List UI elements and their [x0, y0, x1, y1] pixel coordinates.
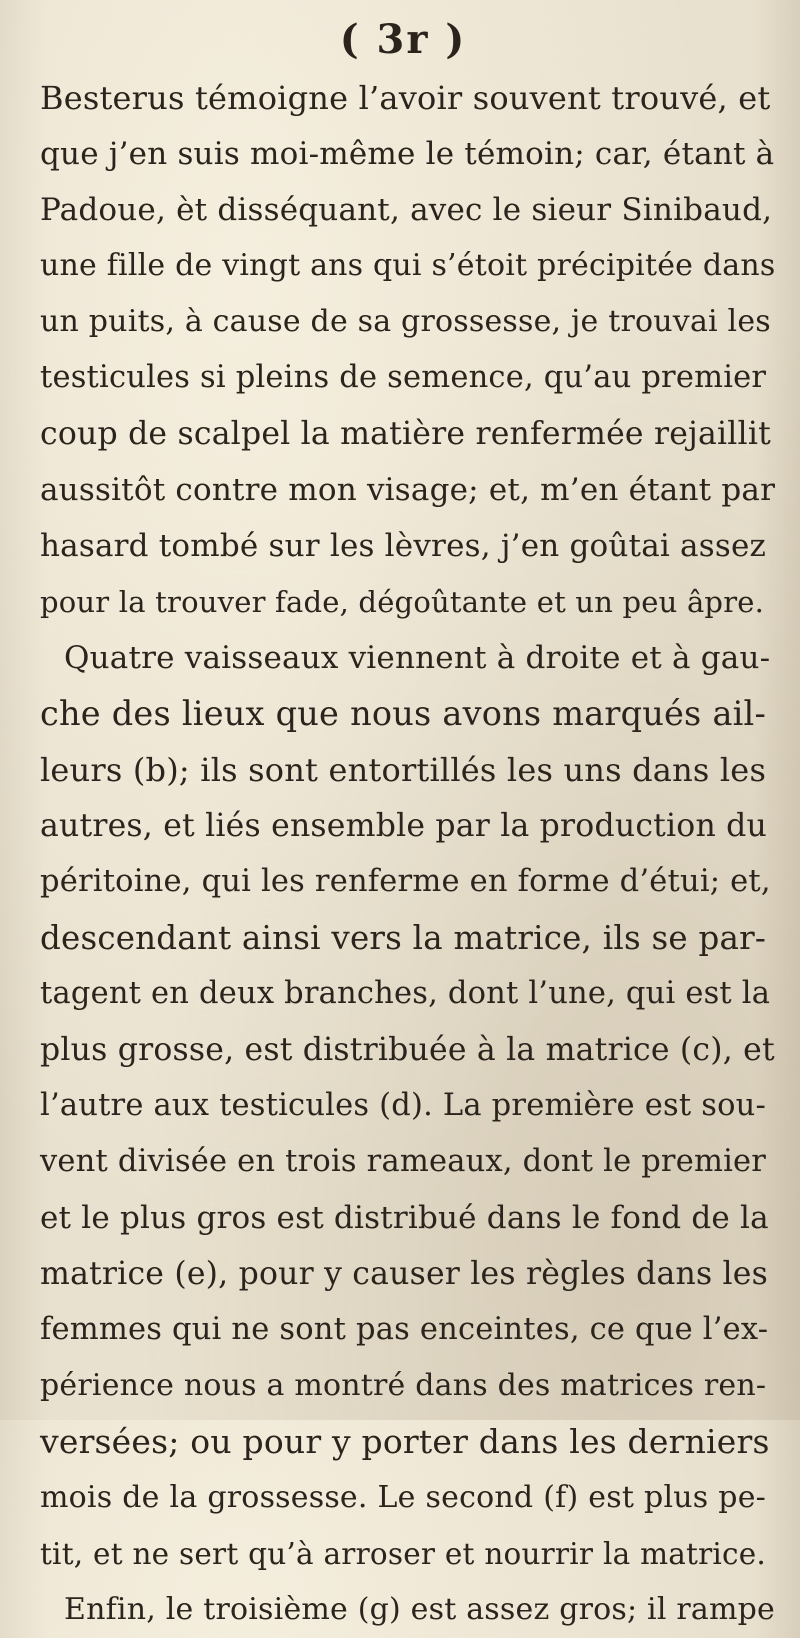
text-line: Padoue, èt disséquant, avec le sieur Sinibaud,	[40, 192, 773, 228]
text-line: coup de scalpel la matière renfermée rejaillit	[40, 416, 771, 452]
text-line: femmes qui ne sont pas enceintes, ce que l’ex-	[40, 1312, 769, 1347]
text-line: un puits, à cause de sa grossesse, je trouvai les	[40, 304, 771, 339]
text-line: matrice (e), pour y causer les règles dans les	[40, 1256, 769, 1292]
text-line: plus grosse, est distribuée à la matrice (c), et	[40, 1032, 775, 1068]
text-line: périence nous a montré dans des matrices ren-	[40, 1368, 767, 1403]
text-line: vent divisée en trois rameaux, dont le premier	[40, 1144, 767, 1179]
text-line: une fille de vingt ans qui s’étoit précipitée dans	[40, 248, 776, 283]
text-line: que j’en suis moi-même le témoin; car, étant à	[40, 136, 775, 172]
text-line: mois de la grossesse. Le second (f) est plus pe-	[40, 1480, 766, 1515]
text-line: tagent en deux branches, dont l’une, qui est la	[40, 976, 771, 1011]
text-line: aussitôt contre mon visage; et, m’en étant par	[40, 472, 776, 508]
text-line: péritoine, qui les renferme en forme d’étui; et,	[40, 864, 771, 899]
text-line: pour la trouver fade, dégoûtante et un peu âpre.	[40, 585, 765, 619]
text-line: hasard tombé sur les lèvres, j’en goûtai assez	[40, 528, 767, 564]
text-line: autres, et liés ensemble par la production du	[40, 808, 768, 844]
text-line: l’autre aux testicules (d). La première est sou-	[40, 1088, 766, 1123]
page-number: ( 3r )	[339, 16, 467, 63]
text-line: Enfin, le troisième (g) est assez gros; il rampe	[64, 1592, 775, 1627]
text-line: tit, et ne sert qu’à arroser et nourrir la matrice.	[40, 1537, 766, 1571]
text-line: Quatre vaisseaux viennent à droite et à gau-	[64, 640, 771, 676]
text-line: testicules si pleins de semence, qu’au premier	[40, 360, 767, 395]
text-line: versées; ou pour y porter dans les derniers	[40, 1422, 770, 1461]
body-text	[40, 70, 776, 1638]
text-line: et le plus gros est distribué dans le fond de la	[40, 1200, 769, 1236]
text-line: leurs (b); ils sont entortillés les uns dans les	[40, 751, 767, 789]
text-line: che des lieux que nous avons marqués ail-	[40, 694, 766, 733]
text-line: Besterus témoigne l’avoir souvent trouvé, et	[40, 79, 771, 117]
text-line: descendant ainsi vers la matrice, ils se par-	[40, 919, 766, 957]
